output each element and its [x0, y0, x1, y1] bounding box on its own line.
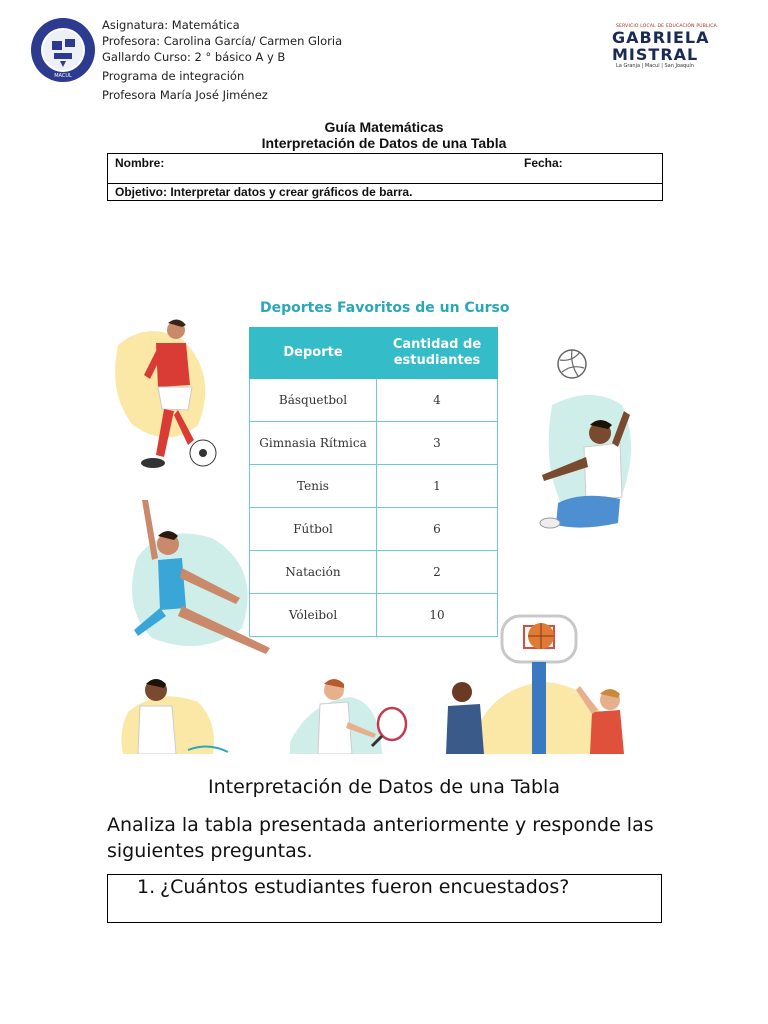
- count-cell: 3: [377, 422, 498, 465]
- sport-cell: Vóleibol: [250, 594, 377, 637]
- header-sport: Deporte: [250, 328, 377, 379]
- question-text: ¿Cuántos estudiantes fueron encuestados?: [160, 876, 570, 898]
- objective-row: Objetivo: Interpretar datos y crear gráficos de barra.: [115, 185, 413, 199]
- table-row: [250, 465, 498, 508]
- student-info-table: [107, 153, 663, 201]
- svg-text:MACUL: MACUL: [54, 73, 72, 79]
- sport-cell: Tenis: [250, 465, 377, 508]
- brand-bottom-text: La Granja | Macul | San Joaquín: [616, 63, 694, 69]
- table-row: [250, 422, 498, 465]
- table-row: [250, 379, 498, 422]
- sport-cell: Básquetbol: [250, 379, 377, 422]
- question-box[interactable]: [107, 874, 662, 923]
- table-row: [250, 508, 498, 551]
- sports-table: [249, 327, 498, 637]
- header-count: Cantidad de estudiantes: [377, 328, 498, 379]
- count-cell: 6: [377, 508, 498, 551]
- course-line: Gallardo Curso: 2 ° básico A y B: [102, 50, 286, 64]
- sport-cell: Gimnasia Rítmica: [250, 422, 377, 465]
- teacher-line: Profesora: Carolina García/ Carmen Gloria: [102, 34, 343, 48]
- count-cell: 2: [377, 551, 498, 594]
- name-date-row: [108, 154, 662, 184]
- instructions-text: Analiza la tabla presentada anteriormente y responde las siguientes preguntas.: [107, 814, 654, 862]
- sports-table-title: Deportes Favoritos de un Curso: [260, 300, 510, 316]
- pie-teacher-line: Profesora María José Jiménez: [102, 88, 268, 102]
- child-illustration: [118, 672, 230, 754]
- soccer-player-illustration: [108, 315, 223, 475]
- volleyball-icon: [556, 348, 588, 380]
- tennis-player-illustration: [290, 672, 412, 754]
- sport-cell: Fútbol: [250, 508, 377, 551]
- section-title: Interpretación de Datos de una Tabla: [208, 776, 560, 798]
- name-label: Nombre:: [115, 156, 165, 170]
- basketball-illustration: [440, 612, 628, 754]
- gymnast-illustration: [122, 498, 278, 658]
- count-cell: 1: [377, 465, 498, 508]
- brand-top-text: SERVICIO LOCAL DE EDUCACIÓN PÚBLICA: [616, 24, 717, 29]
- brand-line-1: GABRIELA: [612, 28, 710, 47]
- volleyball-player-illustration: [522, 385, 634, 537]
- brand-logo: [612, 24, 730, 69]
- sport-cell: Natación: [250, 551, 377, 594]
- subject-line: Asignatura: Matemática: [102, 18, 240, 32]
- program-line: Programa de integración: [102, 69, 245, 83]
- question-number: 1.: [137, 876, 156, 898]
- date-label: Fecha:: [524, 156, 563, 170]
- guide-subtitle: Interpretación de Datos de una Tabla: [261, 135, 507, 151]
- header-info: [102, 17, 342, 103]
- table-row: [250, 551, 498, 594]
- brand-line-2: MISTRAL: [612, 45, 699, 64]
- count-cell: 4: [377, 379, 498, 422]
- school-logo: [30, 17, 96, 83]
- count-cell: 10: [377, 594, 498, 637]
- guide-title: Guía Matemáticas: [324, 119, 444, 135]
- table-header-row: [250, 328, 498, 379]
